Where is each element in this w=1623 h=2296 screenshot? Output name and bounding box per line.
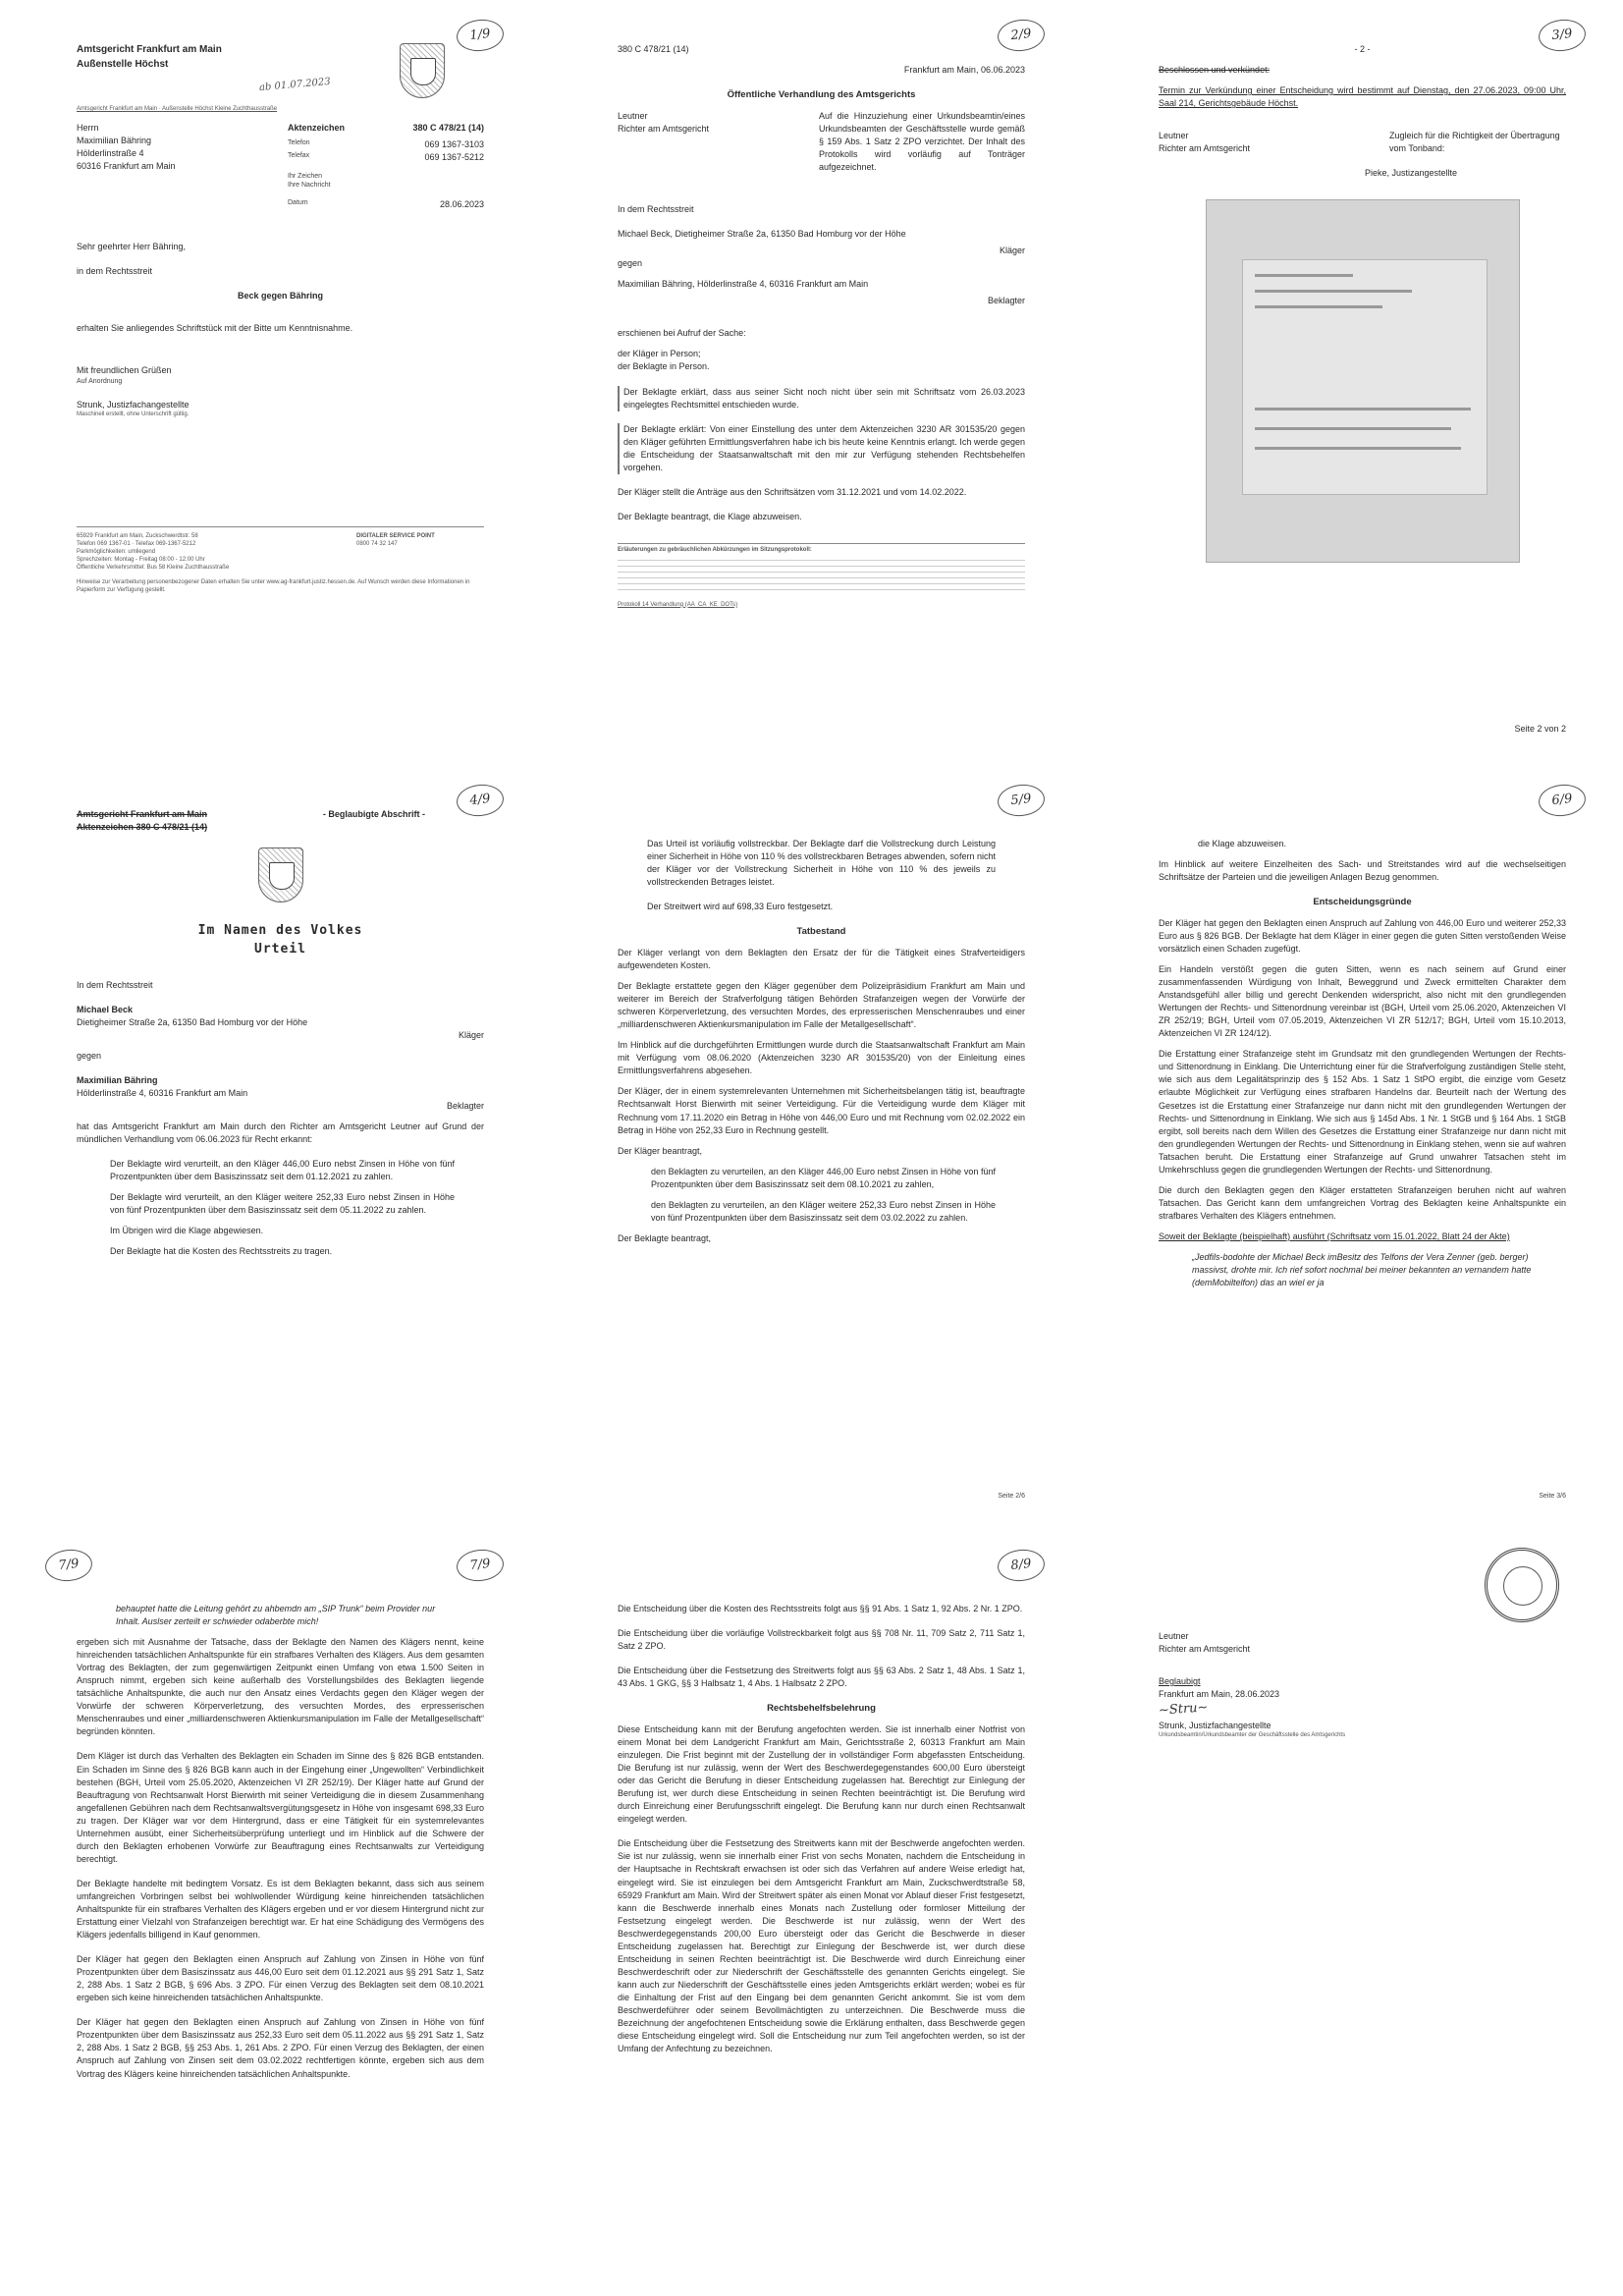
page-number-badge: 6/9: [1537, 783, 1587, 819]
protocol-title: Öffentliche Verhandlung des Amtsgerichts: [727, 89, 916, 101]
plaintiff-name: Michael Beck: [77, 1004, 134, 1014]
defendant-address: Hölderlinstraße 4, 60316 Frankfurt am Main: [77, 1088, 248, 1099]
paragraph: Der Kläger hat gegen den Beklagten einen Anspruch auf Zahlung von Zinsen in Höhe von fünf Prozentpunkten über dem Basiszinssatz aus 446,00 Euro seit dem 01.12.2021 aus §§ 291 Satz 1, Satz 2, 288 Abs. 1 Satz 2 BGB, § 696 Abs. 3 ZPO. Für einen Verzug des Beklagten seit dem 08.10.2021 ergeben sich keine hinreichenden tatsächlichen Anhaltspunkte.: [77, 1954, 484, 2003]
service-point-phone: 0800 74 32 147: [356, 541, 398, 548]
paragraph: Die Entscheidung über die vorläufige Vollstreckbarkeit folgt aus §§ 708 Nr. 11, 709 Satz 2, 711 Satz 1, Satz 2 ZPO.: [618, 1628, 1025, 1652]
court-name: Amtsgericht Frankfurt am Main: [77, 809, 208, 819]
fax-label: Telefax: [288, 151, 310, 159]
statement: Der Beklagte erklärt, dass aus seiner Sicht noch nicht über sein mit Schriftsatz vom 26.03.2023 eingelegtes Rechtsmittel entschieden wurde.: [618, 386, 1025, 411]
defendant: Maximilian Bähring, Hölderlinstraße 4, 60316 Frankfurt am Main: [618, 279, 869, 290]
abbreviations-title: Erläuterungen zu gebräuchlichen Abkürzungen im Sitzungsprotokoll:: [618, 543, 1025, 555]
judge-name: Leutner: [1159, 131, 1189, 141]
paragraph: Die Entscheidung über die Festsetzung des Streitwerts kann mit der Beschwerde angefochten werden. Sie ist nur zulässig, wenn sie innerhalb einer Frist von sechs Monaten, nachdem die Entscheidung in der Hauptsache in Rechtskraft erwachsen ist oder sich das Verfahren auf andere Weise erledigt hat, eingelegt wird. Sie ist einzulegen bei dem Amtsgericht Frankfurt am Main, Zuckschwerdtstraße 58, 65929 Frankfurt am Main. Wird der Streitwert später als einen Monat vor Ablauf dieser Frist festgesetzt, kann die Beschwerde innerhalb eines Monats nach Zustellung oder formloser Mitteilung der Festsetzung eingelegt werden. Die Beschwerde ist nur zulässig, wenn der Wert des Beschwerdegegenstands 200,00 Euro übersteigt oder das Gericht die Beschwerde in dieser Entscheidung zugelassen hat. Berechtigt zur Einlegung der Beschwerde ist, wer durch diese Entscheidung in seinen Rechten beeinträchtigt ist. Die Beschwerde wird durch Einreichung einer Beschwerdeschrift oder zur Niederschrift der Geschäftsstelle des genannten Gerichts eingelegt. Sie kann auch zur Niederschrift der Geschäftsstelle eines jeden Amtsgerichts erklärt werden; wobei es für die Einhaltung der Frist auf den Eingang bei dem genannten Gericht ankommt. Sie ist vom dem Beschwerdeführer oder seinem Bevollmächtigten zu unterzeichnen. Die Beschwerde muss die Bezeichnung der angefochtenen Entscheidung sowie die Erklärung enthalten, dass Beschwerde gegen diese Entscheidung eingelegt wird. Soll die Entscheidung nur zum Teil angefochten werden, so ist der Umfang der Anfechtung zu bezeichnen.: [618, 1838, 1025, 2054]
judge-name: Leutner: [1159, 1631, 1189, 1641]
aktenzeichen-label: Aktenzeichen: [288, 122, 346, 133]
certification: Zugleich für die Richtigkeit der Übertragung vom Tonband:: [1389, 131, 1560, 154]
statement: Der Beklagte erklärt: Von einer Einstellung des unter dem Aktenzeichen 3230 AR 301535/20 gegen den Kläger geführten Ermittlungsverfahren habe ich bis heute keine Kenntnis erlangt. Ich werde gegen die Entscheidung der Staatsanwaltschaft mit den mir zur Verfügung stehenden Rechtsbehelfen vorgehen.: [618, 423, 1025, 474]
judge-title: Richter am Amtsgericht: [1159, 143, 1251, 154]
recipient-street: Hölderlinstraße 4: [77, 147, 144, 158]
protocol-footer: Protokoll 14 Verhandlung (AA_CA_KE_DOTs): [618, 601, 738, 608]
versus: gegen: [618, 258, 643, 269]
defendant-role: Beklagter: [446, 1101, 484, 1112]
judge-name: Leutner: [618, 110, 648, 121]
paragraph: Diese Entscheidung kann mit der Berufung angefochten werden. Sie ist innerhalb einer Notfrist von einem Monat bei dem Landgericht Frankfurt am Main, Gerichtsstraße 2, 60313 Frankfurt am Main einzulegen. Die Frist beginnt mit der Zustellung der in vollständiger Form abgefassten Entscheidung. Die Berufung ist nur zulässig, wenn der Wert des Beschwerdegegenstandes 600,00 Euro übersteigt oder das Gericht die Berufung in dieser Entscheidung zugelassen hat. Berechtigt zur Einlegung der Berufung ist, wer durch diese Entscheidung in seinen Rechten beeinträchtigt ist. Die Berufung wird durch Einreichung einer Berufungsschrift eingelegt. Die Berufung kann nur durch einen Rechtsanwalt eingelegt werden.: [618, 1724, 1025, 1825]
versus: gegen: [77, 1050, 102, 1061]
statement: Der Beklagte beantragt, die Klage abzuweisen.: [618, 511, 802, 521]
court-branch: Außenstelle Höchst: [77, 58, 169, 70]
fax: 069 1367-5212: [424, 151, 484, 162]
privacy-note: Hinweise zur Verarbeitung personenbezogener Daten erhalten Sie unter www.ag-frankfurt.justiz.hessen.de. Auf Wunsch werden diese Informationen in Papierform zur Verfügung gestellt.: [77, 579, 470, 594]
signature-icon: ~Stru~: [1158, 1700, 1209, 1719]
date: 28.06.2023: [439, 198, 484, 209]
page-9: [1082, 1530, 1623, 2295]
recipient-name: Maximilian Bähring: [77, 135, 152, 145]
page-3: [1082, 0, 1623, 765]
letter-footer: 65929 Frankfurt am Main, Zuckschwerdtstr. 58 Telefon 069 1367-01 · Telefax 069-1367-5212 Parkmöglichkeiten: umliegend Sprechzeiten: Montag - Freitag 08:00 - 12:00 Uhr Öffentliche Verkehrsmittel: Bus 58 Kleine Zuchthausstraße DIGITALER SERVICE POINT 0800 74 32 147: [77, 526, 484, 572]
page-number-badge: 8/9: [996, 1548, 1046, 1584]
appearance: erschienen bei Aufruf der Sache:: [618, 328, 746, 339]
page-4: [0, 765, 541, 1530]
signer: Strunk, Justizfachangestellte: [1159, 1721, 1271, 1731]
paragraph: Die Erstattung einer Strafanzeige steht im Grundsatz mit den grundlegenden Wertungen der Rechts- und Sittenordnung in Einklang. Die Unterrichtung einer für die Strafverfolgung zuständigen Stelle steht, wie sich aus dem Legalitätsprinzip des § 152 Abs. 1 Satz 1 StPO ergibt, die einzige vom Gesetz erlaubte Möglichkeit zur Verfügung eines strafbaren Handelns dar. Beurteilt nach der Wertung des Gesetzes ist die Erstattung einer Strafanzeige nur dann nicht mit den grundlegenden Wertungen der Rechts- und Sittenordnung in Einklang. Wie sich aus § 145d Abs. 1 Nr. 1 StGB und § 164 Abs. 1 StGB ergibt, soll bereits nach dem Willen des Gesetzes die Erstattung einer Strafanzeige nur dann nicht mit den grundlegenden Wertungen der Rechts- und Sittenordnung in Einklang stehen, wenn sie auf wahren Tatsachen beruht. Die Erstattung einer Strafanzeige auf Grund unwahrer Tatsachen steht im Umkehrschluss gegen die grundlegenden Wertungen der Rechts- und Sittenordnung.: [1159, 1049, 1566, 1175]
ihr-zeichen: Ihr Zeichen: [288, 172, 323, 180]
place-date: Frankfurt am Main, 06.06.2023: [903, 65, 1025, 76]
paragraph: Die Entscheidung über die Kosten des Rechtsstreits folgt aus §§ 91 Abs. 1 Satz 1, 92 Abs. 2 Nr. 1 ZPO.: [618, 1604, 1023, 1613]
paragraph: Der Kläger verlangt von dem Beklagten den Ersatz der für die Tätigkeit eines Strafverteidigers aufgewendeten Kosten.: [618, 948, 1025, 971]
certified-copy-label: - Beglaubigte Abschrift -: [322, 809, 425, 819]
page-8: [541, 1530, 1082, 2295]
paragraph: ergeben sich mit Ausnahme der Tatsache, dass der Beklagte den Namen des Klägers nennt, keine hinreichenden tatsächlichen Anhaltspunkte für ein strafbares Verhalten des Klägers. Aus dem gesamten Vortrag des Beklagten, der zum gegenwärtigen Zeitpunkt einen Umfang von etwa 1.500 Seiten in Anspruch nimmt, ergeben sich keine außerhalb des Vorstellungsbildes des Beklagten liegende tatsächliche Anhaltspunkte, die auch nur den Ansatz eines Verdachts gegen den Kläger wegen der Vorwürfe der schweren Körperverletzung, des versuchten Mordes, des erpresserischen Menschenraubes und einer „milliardenschweren Aktienkursmanipulation im Falle der Metallgesellschaft“ begründen könnten.: [77, 1637, 484, 1737]
aktenzeichen: 380 C 478/21 (14): [618, 44, 689, 54]
plaintiff-role: Kläger: [999, 246, 1025, 256]
paragraph: Der Beklagte handelte mit bedingtem Vorsatz. Es ist dem Beklagten bekannt, dass sich aus seinem umfangreichen Vorbringen selbst bei wohlwollender Würdigung keine hinreichenden tatsächlichen Anhaltspunkte für ein strafbares Verhalten des Klägers ergeben und er vor diesem Hintergrund nicht zur Erstattung einer Vielzahl von Strafanzeigen berechtigt war. Er hat eine Schädigung des Vermögens des Klägers jedenfalls billigend in Kauf genommen.: [77, 1878, 484, 1941]
present-plaintiff: der Kläger in Person;: [618, 349, 701, 359]
aktenzeichen: Aktenzeichen 380 C 478/21 (14): [77, 822, 208, 833]
return-address: Amtsgericht Frankfurt am Main · Außenstelle Höchst Kleine Zuchthausstraße: [77, 106, 278, 112]
phone-label: Telefon: [288, 138, 310, 146]
paragraph: die Klage abzuweisen.: [1198, 839, 1287, 848]
page-2: [541, 0, 1082, 765]
motion-item: den Beklagten zu verurteilen, an den Kläger 446,00 Euro nebst Zinsen in Höhe von fünf Prozentpunkten über dem Basiszinssatz seit dem 08.10.2021 zu zahlen,: [651, 1166, 996, 1189]
phone: 069 1367-3103: [424, 138, 484, 149]
aktenzeichen: 380 C 478/21 (14): [412, 122, 484, 133]
defendant-role: Beklagter: [987, 296, 1025, 306]
statement: Der Kläger stellt die Anträge aus den Schriftsätzen vom 31.12.2021 und vom 14.02.2022.: [618, 486, 967, 497]
page-6: [1082, 765, 1623, 1530]
service-point-label: DIGITALER SERVICE POINT: [356, 533, 435, 540]
signer-role: Urkundsbeamtin/Urkundsbeamter der Geschäftsstelle des Amtsgerichts: [1159, 1732, 1346, 1739]
recipient-line: Herrn: [77, 122, 99, 133]
ihre-nachricht: Ihre Nachricht: [288, 182, 331, 190]
judgment-heading: Im Namen des Volkes: [197, 923, 363, 939]
scanned-attachment: [1206, 199, 1520, 563]
paragraph: Im Hinblick auf die durchgeführten Ermittlungen wurde durch die Staatsanwaltschaft Frankfurt am Main mit Verfügung vom 08.06.2020 (Aktenzeichen 3230 AR 301535/20) von der Einleitung eines Ermittlungsverfahrens abgesehen.: [618, 1040, 1025, 1076]
paragraph: Der Beklagte erstattete gegen den Kläger gegenüber dem Polizeipräsidium Frankfurt am Main und weiterer im Bereich der Strafverfolgung tätigen Behörden Strafanzeigen wegen der Vorwürfe der schweren Körperverletzung, des versuchten Mordes, des erpresserischen Menschenraubes und einer „milliardenschweren Aktienkursmanipulation im Falle der Metallgesellschaft“.: [618, 981, 1025, 1030]
defendant-name: Maximilian Bähring: [77, 1075, 158, 1086]
judgment-intro: hat das Amtsgericht Frankfurt am Main durch den Richter am Amtsgericht Leutner auf Grund der mündlichen Verhandlung vom 06.06.2023 für Recht erkannt:: [77, 1121, 484, 1145]
clerk: Pieke, Justizangestellte: [1365, 168, 1458, 179]
motion-item: den Beklagten zu verurteilen, an den Kläger weitere 252,33 Euro nebst Zinsen in Höhe von fünf Prozentpunkten über dem Basiszinssatz seit dem 03.02.2022 zu zahlen.: [651, 1199, 996, 1223]
judgment-title: Urteil: [254, 941, 306, 957]
page-footer: Seite 3/6: [1539, 1492, 1566, 1500]
hesse-crest-icon: [400, 43, 445, 98]
certified-label: Beglaubigt: [1159, 1676, 1201, 1687]
page-number-badge: 4/9: [455, 783, 505, 819]
paragraph: Die durch den Beklagten gegen den Kläger erstatteten Strafanzeigen beruhen nicht auf wahren Tatsachen. Das Gericht kann dem umfangreichen Vortrag des Beklagten keine Anhaltspunkte ein strafbares Verhalten des Klägers entnehmen.: [1159, 1184, 1566, 1221]
tenor-item: Der Beklagte wird verurteilt, an den Kläger 446,00 Euro nebst Zinsen in Höhe von fünf Prozentpunkten über dem Basiszinssatz seit dem 01.12.2021 zu zahlen.: [110, 1159, 455, 1182]
tenor-item: Der Beklagte wird verurteilt, an den Kläger weitere 252,33 Euro nebst Zinsen in Höhe von fünf Prozentpunkten über dem Basiszinssatz seit dem 05.11.2022 zu zahlen.: [110, 1192, 455, 1216]
signer-note: Maschinell erstellt, ohne Unterschrift gültig.: [77, 410, 189, 417]
page-number-badge: 3/9: [1537, 18, 1587, 54]
page-number-badge: 7/9: [455, 1548, 505, 1584]
decision: Termin zur Verkündung einer Entscheidung wird bestimmt auf Dienstag, den 27.06.2023, 09:00 Uhr, Saal 214, Gerichtsgebäude Höchst.: [1159, 85, 1566, 109]
plaintiff-address: Dietigheimer Straße 2a, 61350 Bad Homburg vor der Höhe: [77, 1016, 308, 1027]
recorder-note: Auf die Hinzuziehung einer Urkundsbeamtin/eines Urkundsbeamten der Geschäftsstelle wurde gemäß § 159 Abs. 1 Satz 2 ZPO verzichtet. Der Inhalt des Protokolls wird vorläufig auf Tonträger aufgezeichnet.: [819, 110, 1025, 173]
paragraph: Der Kläger hat gegen den Beklagten einen Anspruch auf Zahlung von Zinsen in Höhe von fünf Prozentpunkten über dem Basiszinssatz aus 252,33 Euro seit dem 05.11.2022 aus §§ 291 Satz 1, Satz 2, 288 Abs. 1 Satz 2 BGB, §§ 253 Abs. 1, 261 Abs. 2 ZPO. Für einen Verzug des Beklagten, der einen Anspruch auf Zahlung von Zinsen seit dem 03.02.2022 rechtfertigen könnte, ergeben sich aus dem Vortrag des Klägers keine hinreichenden tatsächlichen Anhaltspunkte.: [77, 2017, 484, 2079]
present-defendant: der Beklagte in Person.: [618, 361, 710, 372]
page-5: [541, 765, 1082, 1530]
plaintiff-role: Kläger: [458, 1029, 484, 1040]
tenor-item: Der Beklagte hat die Kosten des Rechtsstreits zu tragen.: [110, 1246, 333, 1257]
salutation: Sehr geehrter Herr Bähring,: [77, 241, 187, 251]
quote-end: behauptet hatte die Leitung gehört zu ahbemdn am „SIP Trunk“ beim Provider nur Inhalt. Auslser zerteilt er schwieder odaberbte mich!: [116, 1604, 436, 1627]
page-footer: Seite 2/6: [998, 1492, 1025, 1500]
signer: Strunk, Justizfachangestellte: [77, 399, 189, 410]
court-name: Amtsgericht Frankfurt am Main: [77, 44, 222, 55]
paragraph: Im Hinblick auf weitere Einzelheiten des Sach- und Streitstandes wird auf die wechselseitigen Schriftsätze der Parteien und die jeweiligen Anlagen Bezug genommen.: [1159, 859, 1566, 883]
matter-intro: In dem Rechtsstreit: [618, 204, 694, 215]
paragraph: Das Urteil ist vorläufig vollstreckbar. Der Beklagte darf die Vollstreckung durch Leistung einer Sicherheit in Höhe von 110 % des vollstreckbaren Betrages abwenden, sofern nicht der Kläger vor der Vollstreckung Sicherheit in Höhe von 110 % des jeweils zu vollstreckenden Betrages leistet.: [647, 839, 996, 888]
paragraph: Ein Handeln verstößt gegen die guten Sitten, wenn es nach seinem auf Grund einer zusammenfassenden Würdigung von Inhalt, Beweggrund und Zweck ermittelten Charakter dem Anstandsgefühl aller billig und gerecht Denkenden widerspricht, also nicht mit den grundlegenden Wertungen der Rechts- und Sittenordnung vereinbar ist (BGH, Urteil vom 25.06.2020, Aktenzeichen VI ZR 252/19; BGH, Urteil vom 07.05.2019, Aktenzeichen VI ZR 512/17; BGH, Urteil vom 15.10.2013, Aktenzeichen VI ZR 124/12).: [1159, 964, 1566, 1039]
matter-title: Beck gegen Bähring: [237, 290, 324, 301]
quote: „Jedfils-bodohte der Michael Beck imBesitz des Telfons der Vera Zenner (geb. berger) massivst, drohte mir. Ich rief sofort nochmal bei meiner bekannten an vernandem hatte (demMobiltelfon) das an wiel er ja: [1192, 1251, 1532, 1288]
page-footer: Seite 2 von 2: [1514, 723, 1566, 734]
paragraph: Dem Kläger ist durch das Verhalten des Beklagten ein Schaden im Sinne des § 826 BGB entstanden. Ein Schaden im Sinne des § 826 BGB kann auch in der Eingehung einer „Ungewollten“ Verbindlichkeit bestehen (BGH, Urteil vom 25.05.2020, Aktenzeichen VI ZR 252/19). Der Kläger hatte auf Grund der Beauftragung von Rechtsanwalt Horst Bierwirth mit seiner Verteidigung die in diesem Zusammenhang angefallenen Gebühren nach dem Rechtsanwaltsvergütungsgesetz in Höhe von insgesamt 698,33 Euro zu tragen. Der Kläger war vor dem Hintergrund, dass er eine Tätigkeit für ein systemrelevantes Unternehmen ausübt, einer Sicherheitsüberprüfung unterliegt und im Hinblick auf die Schwere der durch den Beklagten erhobenen Vorwürfe zur Beauftragung eines Rechtsanwalts zur Verteidigung berechtigt.: [77, 1751, 484, 1864]
paragraph: Der Kläger, der in einem systemrelevanten Unternehmen mit Sicherheitsbelangen tätig ist, beauftragte Rechtsanwalt Horst Bierwirth mit seiner Verteidigung. Für die Verteidigung wurde dem Kläger mit Rechnung vom 17.11.2020 ein Betrag in Höhe von 446,00 Euro und mit Rechnung vom 02.02.2022 ein Betrag in Höhe von 252,33 Euro in Rechnung gestellt.: [618, 1086, 1025, 1135]
closing: Mit freundlichen Grüßen: [77, 365, 172, 376]
page-marker: - 2 -: [1354, 44, 1371, 54]
paragraph: Die Entscheidung über die Festsetzung des Streitwerts folgt aus §§ 63 Abs. 2 Satz 1, 48 Abs. 1 Satz 1, 43 Abs. 1 GKG, §§ 3 Halbsatz 1, 4 Abs. 1 Halbsatz 2 ZPO.: [618, 1666, 1025, 1689]
paragraph: Soweit der Beklagte (beispielhaft) ausführt (Schriftsatz vom 15.01.2022, Blatt 24 der Akte): [1159, 1230, 1510, 1241]
plaintiff: Michael Beck, Dietigheimer Straße 2a, 61350 Bad Homburg vor der Höhe: [618, 229, 906, 240]
closing-sub: Auf Anordnung: [77, 378, 123, 386]
paragraph: Der Kläger hat gegen den Beklagten einen Anspruch auf Zahlung von 446,00 Euro und weiterer 252,33 Euro aus § 826 BGB. Der Beklagte hat dem Kläger in einer gegen die guten Sitten verstoßenden Weise vorsätzlich einen Schaden zugefügt.: [1159, 917, 1566, 954]
matter-intro: In dem Rechtsstreit: [77, 979, 153, 990]
abbreviations-table: [618, 555, 1025, 590]
decision-heading: Beschlossen und verkündet:: [1159, 65, 1271, 76]
section-heading: Tatbestand: [796, 926, 846, 938]
recipient-city: 60316 Frankfurt am Main: [77, 160, 176, 171]
page-number-badge: 2/9: [996, 18, 1046, 54]
judge-title: Richter am Amtsgericht: [1159, 1644, 1251, 1655]
paragraph: Der Kläger beantragt,: [618, 1145, 703, 1156]
matter-intro: in dem Rechtsstreit: [77, 265, 153, 276]
page-number-badge: 5/9: [996, 783, 1046, 819]
hesse-crest-icon: [258, 847, 303, 902]
paragraph: Der Beklagte beantragt,: [618, 1232, 712, 1243]
tenor-item: Im Übrigen wird die Klage abgewiesen.: [110, 1226, 264, 1236]
paragraph: Der Streitwert wird auf 698,33 Euro festgesetzt.: [647, 902, 834, 912]
judge-title: Richter am Amtsgericht: [618, 123, 710, 134]
page-1: [0, 0, 541, 765]
page-number-badge: 1/9: [455, 18, 505, 54]
section-heading: Entscheidungsgründe: [1313, 897, 1412, 908]
section-heading: Rechtsbehelfsbelehrung: [767, 1703, 876, 1715]
place-date: Frankfurt am Main, 28.06.2023: [1159, 1689, 1280, 1700]
letter-body: erhalten Sie anliegendes Schriftstück mit der Bitte um Kenntnisnahme.: [77, 323, 353, 333]
court-seal-icon: [1485, 1548, 1559, 1622]
handwritten-note: ab 01.07.2023: [258, 76, 332, 94]
date-label: Datum: [288, 198, 308, 206]
page-number-badge: 7/9: [43, 1548, 93, 1584]
page-7: [0, 1530, 541, 2295]
